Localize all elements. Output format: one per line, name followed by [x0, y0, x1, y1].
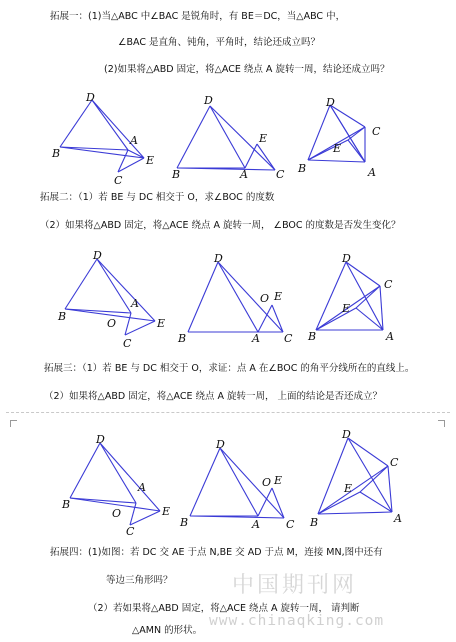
ext2-line1: 拓展二：（1）若 BE 与 DC 相交于 O，求∠BOC 的度数	[40, 192, 275, 203]
label-c: C	[126, 525, 135, 538]
label-e: E	[333, 142, 342, 155]
label-b: B	[58, 310, 67, 323]
ext4-line1: 拓展四：(1)如图：若 DC 交 AE 于点 N,BE 交 AD 于点 M，连接 MN,图中还有	[50, 547, 383, 558]
label-a: A	[394, 512, 402, 525]
figure-2c	[308, 250, 408, 345]
label-a: A	[252, 518, 260, 531]
corner-mark-right	[438, 420, 445, 427]
label-c: C	[390, 456, 399, 469]
label-a: A	[386, 330, 394, 343]
watermark-cn: 中国期刊网	[232, 573, 358, 598]
ext3-line1: 拓展三：（1）若 BE 与 DC 相交于 O，求证：点 A 在∠BOC 的角平分线所在的直线上。	[44, 363, 415, 374]
label-b: B	[172, 168, 181, 181]
label-e: E	[274, 290, 283, 303]
label-b: B	[178, 332, 187, 345]
label-o: O	[107, 317, 117, 330]
figure-1b	[172, 92, 287, 181]
label-o: O	[112, 507, 122, 520]
label-b: B	[180, 516, 189, 529]
label-a: A	[131, 297, 139, 310]
label-a: A	[138, 481, 146, 494]
corner-mark-left	[10, 420, 17, 427]
label-e: E	[162, 505, 171, 518]
label-e: E	[157, 317, 166, 330]
figure-2a	[55, 247, 170, 350]
label-a: A	[252, 332, 260, 345]
watermark-url: www.chinaqking.com	[209, 613, 385, 629]
label-b: B	[310, 516, 319, 529]
figure-1c	[300, 92, 390, 187]
ext4-line3: （2）若如果将△ABD 固定，将△ACE 绕点 A 旋转一周， 请判断	[88, 603, 360, 614]
figure-3c	[310, 430, 410, 530]
label-d: D	[204, 94, 213, 107]
label-d: D	[86, 91, 95, 104]
label-c: C	[276, 168, 285, 181]
label-c: C	[284, 332, 293, 345]
label-e: E	[146, 154, 155, 167]
ext4-line4: △AMN 的形状。	[132, 625, 203, 636]
ext3-line2: （2）如果将△ABD 固定，将△ACE 绕点 A 旋转一周， 上面的结论是否还成立？	[44, 391, 383, 402]
label-e: E	[274, 474, 283, 487]
label-d: D	[96, 433, 105, 446]
label-b: B	[308, 330, 317, 343]
label-c: C	[123, 337, 132, 350]
label-a: A	[368, 166, 376, 179]
label-d: D	[342, 428, 351, 441]
label-c: C	[286, 518, 295, 531]
ext1-line3: (2)如果将△ABD 固定，将△ACE 绕点 A 旋转一周，结论还成立吗？	[104, 64, 390, 75]
figure-1a	[50, 91, 160, 187]
label-d: D	[326, 96, 335, 109]
label-e: E	[342, 302, 351, 315]
label-b: B	[298, 162, 307, 175]
ext1-line2: ∠BAC 是直角、钝角，平角时，结论还成立吗？	[118, 37, 321, 48]
ext4-line2: 等边三角形吗？	[106, 575, 173, 586]
ext2-line2: （2）如果将△ABD 固定，将△ACE 绕点 A 旋转一周， ∠BOC 的度数是否发生变化？	[40, 220, 401, 231]
label-d: D	[342, 252, 351, 265]
label-o: O	[260, 292, 270, 305]
label-d: D	[216, 438, 225, 451]
label-c: C	[384, 278, 393, 291]
figure-2b	[178, 250, 296, 345]
label-c: C	[114, 174, 123, 187]
label-c: C	[372, 125, 381, 138]
label-b: B	[52, 147, 61, 160]
label-e: E	[344, 482, 353, 495]
label-d: D	[214, 252, 223, 265]
label-e: E	[259, 132, 268, 145]
figure-3b	[180, 438, 298, 533]
ext1-line1: 拓展一：(1)当△ABC 中∠BAC 是锐角时，有 BE＝DC，当△ABC 中，	[50, 11, 346, 22]
label-a: A	[240, 168, 248, 181]
figure-3a	[60, 433, 171, 538]
label-a: A	[130, 134, 138, 147]
label-o: O	[262, 476, 272, 489]
page-break-divider	[6, 412, 450, 413]
label-b: B	[62, 498, 71, 511]
label-d: D	[93, 249, 102, 262]
